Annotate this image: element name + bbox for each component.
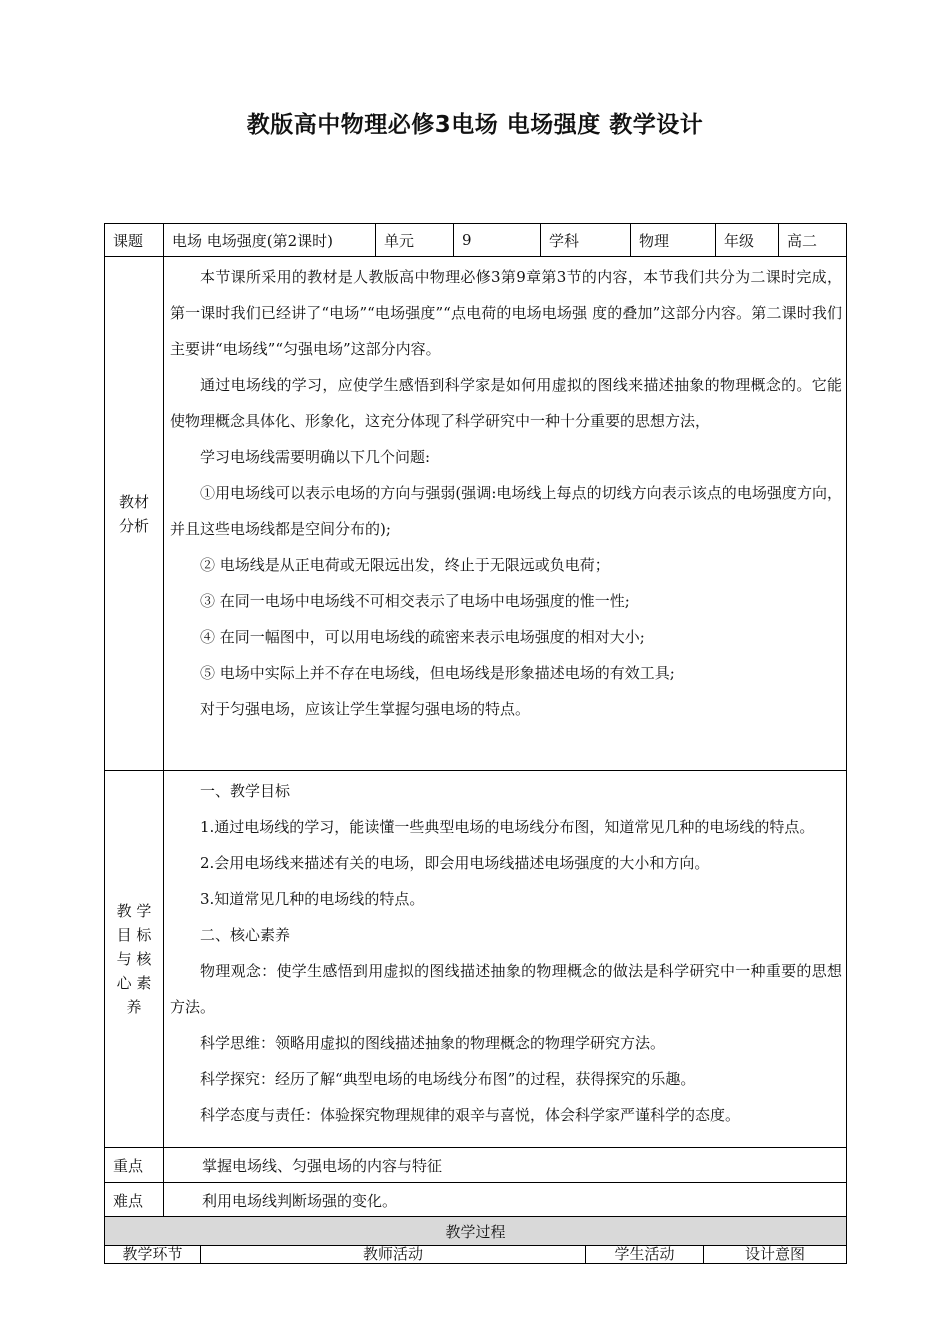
analysis-paragraph: ③ 在同一电场中电场线不可相交表示了电场中电场强度的惟一性;: [200, 592, 630, 610]
analysis-paragraph: ④ 在同一幅图中，可以用电场线的疏密来表示电场强度的相对大小;: [200, 628, 645, 646]
analysis-label-line1: 教材: [118, 492, 149, 511]
col-stage: 教学环节: [105, 1246, 201, 1264]
analysis-paragraph: 本节课所采用的教材是人教版高中物理必修3第9章第3节的内容，本节我们共分为二课时完成，第一课时我们已经讲了“电场”“电场强度”“点电荷的电场电场强 度的叠加”这部分内容。第二课时我们主要讲“电场线”“匀强电场”这部分内容。: [170, 268, 842, 358]
difficulty-label: 难点: [105, 1183, 164, 1218]
grade-value: 高二: [779, 224, 847, 257]
analysis-content: [164, 257, 847, 771]
goals-label: [105, 771, 164, 1148]
unit-value: 9: [454, 224, 541, 257]
goals-label-line2: 目 标: [116, 926, 152, 944]
grade-label: 年级: [716, 224, 779, 257]
analysis-row: [105, 257, 847, 771]
topic-value: 电场 电场强度(第2课时): [164, 224, 376, 257]
analysis-label-line2: 分析: [118, 516, 149, 535]
goals-paragraph: 科学思维：领略用虚拟的图线描述抽象的物理概念的物理学研究方法。: [200, 1034, 666, 1052]
subject-value: 物理: [631, 224, 716, 257]
goals-label-line5: 养: [126, 998, 142, 1016]
topic-label: 课题: [105, 224, 164, 257]
goals-paragraph: 物理观念：使学生感悟到用虚拟的图线描述抽象的物理概念的做法是科学研究中一种重要的思想方法。: [170, 962, 842, 1016]
subject-label: 学科: [541, 224, 631, 257]
col-intent: 设计意图: [704, 1246, 847, 1264]
header-row: [105, 224, 847, 257]
goals-label-line3: 与 核: [116, 950, 152, 968]
key-point-row: [105, 1148, 847, 1183]
process-title: 教学过程: [105, 1217, 847, 1246]
teaching-process-table: [104, 1216, 847, 1264]
goals-label-line4: 心 素: [116, 974, 152, 992]
analysis-paragraph: ①用电场线可以表示电场的方向与强弱(强调:电场线上每点的切线方向表示该点的电场强度方向，并且这些电场线都是空间分布的);: [170, 484, 842, 538]
goals-paragraph: 1.通过电场线的学习，能读懂一些典型电场的电场线分布图，知道常见几种的电场线的特点。: [200, 818, 815, 836]
goals-paragraph: 3.知道常见几种的电场线的特点。: [200, 890, 425, 908]
goals-paragraph: 二、核心素养: [200, 926, 291, 944]
analysis-paragraph: 对于匀强电场，应该让学生掌握匀强电场的特点。: [200, 700, 531, 718]
goals-paragraph: 科学探究：经历了解“典型电场的电场线分布图”的过程，获得探究的乐趣。: [200, 1070, 696, 1088]
goals-paragraph: 一、教学目标: [200, 782, 291, 800]
analysis-paragraph: ⑤ 电场中实际上并不存在电场线，但电场线是形象描述电场的有效工具;: [200, 664, 675, 682]
document-title: 教版高中物理必修3电场 电场强度 教学设计: [246, 112, 704, 138]
analysis-paragraph: 学习电场线需要明确以下几个问题:: [200, 448, 431, 466]
col-teacher: 教师活动: [201, 1246, 586, 1264]
goals-paragraph: 2.会用电场线来描述有关的电场，即会用电场线描述电场强度的大小和方向。: [200, 854, 710, 872]
goals-label-line1: 教 学: [116, 902, 152, 920]
goals-row: [105, 771, 847, 1148]
lesson-plan-table: [104, 223, 847, 1218]
difficulty-value: 利用电场线判断场强的变化。: [164, 1183, 847, 1218]
col-student: 学生活动: [586, 1246, 704, 1264]
key-point-label: 重点: [105, 1148, 164, 1183]
goals-paragraph: 科学态度与责任：体验探究物理规律的艰辛与喜悦，体会科学家严谨科学的态度。: [200, 1106, 741, 1124]
goals-content: [164, 771, 847, 1148]
analysis-paragraph: ② 电场线是从正电荷或无限远出发，终止于无限远或负电荷；: [200, 556, 610, 574]
key-point-value: 掌握电场线、匀强电场的内容与特征: [164, 1148, 847, 1183]
process-header-row: [105, 1246, 847, 1264]
unit-label: 单元: [376, 224, 454, 257]
analysis-label: [105, 257, 164, 771]
analysis-paragraph: 通过电场线的学习，应使学生感悟到科学家是如何用虚拟的图线来描述抽象的物理概念的。它能使物理概念具体化、形象化，这充分体现了科学研究中一种十分重要的思想方法，: [170, 376, 842, 430]
difficulty-row: [105, 1183, 847, 1218]
